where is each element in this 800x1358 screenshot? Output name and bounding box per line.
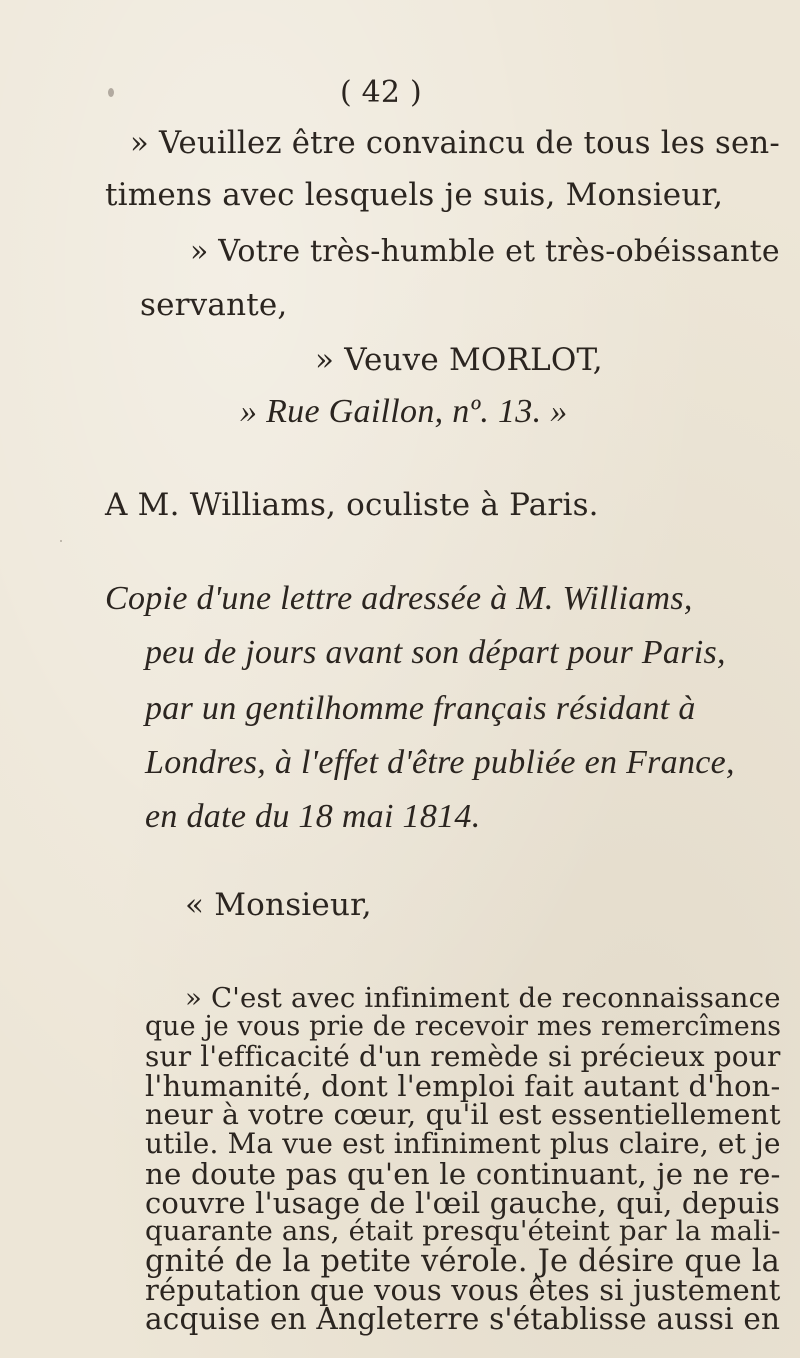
letter2-line-8: couvre l'usage de l'œil gauche, qui, depuis xyxy=(145,1186,781,1220)
letter2-line-6: utile. Ma vue est infiniment plus claire, et je xyxy=(145,1127,781,1160)
paper-speck xyxy=(720,760,723,763)
letter1-line-2: timens avec lesquels je suis, Monsieur, xyxy=(105,177,724,213)
letter2-line-10: gnité de la petite vérole. Je désire que la xyxy=(145,1244,780,1279)
letter2-line-5: neur à votre cœur, qu'il est essentiellement xyxy=(145,1098,781,1131)
paper-speck xyxy=(108,88,114,97)
letter1-line-5: » Veuve MORLOT, xyxy=(315,342,603,378)
page-number: ( 42 ) xyxy=(340,75,422,110)
letter2-line-12: acquise en Angleterre s'établisse aussi en xyxy=(145,1302,781,1336)
letter2-line-2: que je vous prie de recevoir mes remercîmens xyxy=(145,1011,782,1042)
letter2-line-4: l'humanité, dont l'emploi fait autant d'hon- xyxy=(145,1069,781,1103)
letter1-line-1: » Veuillez être convaincu de tous les sen- xyxy=(130,125,780,161)
letter2-line-11: réputation que vous vous êtes si justement xyxy=(145,1273,781,1307)
intro-line-5: en date du 18 mai 1814. xyxy=(145,798,481,835)
letter2-line-9: quarante ans, était presqu'éteint par la mali- xyxy=(145,1215,781,1247)
intro-line-1: Copie d'une lettre adressée à M. Williams, xyxy=(105,580,693,617)
letter1-line-4: servante, xyxy=(140,287,288,323)
intro-line-3: par un gentilhomme français résidant à xyxy=(145,690,696,727)
salutation: « Monsieur, xyxy=(185,887,372,923)
letter1-line-3: » Votre très-humble et très-obéissante xyxy=(190,234,780,269)
letter2-line-1: » C'est avec infiniment de reconnaissance xyxy=(185,982,781,1014)
letter1-line-6: » Rue Gaillon, nº. 13. » xyxy=(240,393,568,430)
paper-speck xyxy=(60,540,62,542)
section-heading: A M. Williams, oculiste à Paris. xyxy=(105,487,599,523)
intro-line-2: peu de jours avant son départ pour Paris, xyxy=(145,634,726,671)
letter2-line-3: sur l'efficacité d'un remède si précieux pour xyxy=(145,1040,781,1073)
letter2-line-7: ne doute pas qu'en le continuant, je ne re- xyxy=(145,1157,781,1191)
intro-line-4: Londres, à l'effet d'être publiée en France, xyxy=(145,744,735,781)
